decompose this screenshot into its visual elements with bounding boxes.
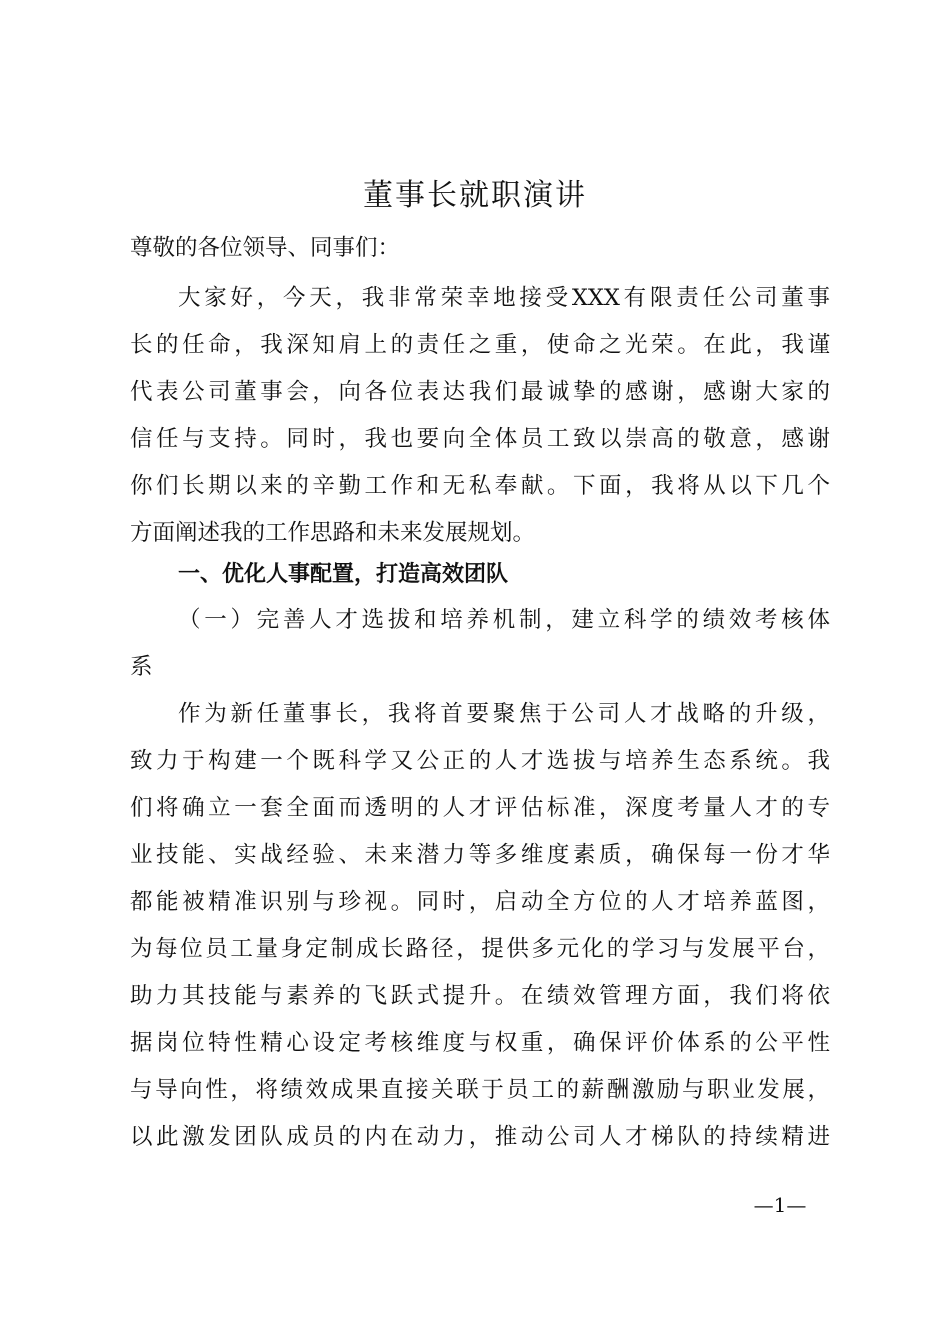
intro-line: 代表公司董事会，向各位表达我们最诚挚的感谢，感谢大家的 [130,379,830,405]
body-line: 们将确立一套全面而透明的人才评估标准，深度考量人才的专 [130,795,830,821]
subsection-heading: （一）完善人才选拔和培养机制，建立科学的绩效考核体 [178,607,830,633]
body-line: 据岗位特性精心设定考核维度与权重，确保评价体系的公平性 [130,1030,830,1056]
body-line: 都能被精准识别与珍视。同时，启动全方位的人才培养蓝图， [130,889,830,915]
section-heading: 一、优化人事配置，打造高效团队 [178,562,509,587]
body-line: 作为新任董事长，我将首要聚焦于公司人才战略的升级， [178,701,830,727]
body-line: 业技能、实战经验、未来潜力等多维度素质，确保每一份才华 [130,842,830,868]
salutation: 尊敬的各位领导、同事们： [130,235,401,261]
body-line: 助力其技能与素养的飞跃式提升。在绩效管理方面，我们将依 [130,983,830,1009]
body-line: 与导向性，将绩效成果直接关联于员工的薪酬激励与职业发展， [130,1077,830,1103]
subsection-heading: 系 [130,654,153,680]
document-title: 董事长就职演讲 [363,178,587,213]
intro-line: 信任与支持。同时，我也要向全体员工致以崇高的敬意，感谢 [130,426,830,452]
page-number: —1— [753,1193,807,1217]
body-line: 以此激发团队成员的内在动力，推动公司人才梯队的持续精进 [130,1124,830,1150]
intro-line: 你们长期以来的辛勤工作和无私奉献。下面，我将从以下几个 [130,473,830,499]
body-line: 为每位员工量身定制成长路径，提供多元化的学习与发展平台， [130,936,830,962]
intro-line: 方面阐述我的工作思路和未来发展规划。 [130,520,536,546]
body-line: 致力于构建一个既科学又公正的人才选拔与培养生态系统。我 [130,748,830,774]
intro-line: 长的任命，我深知肩上的责任之重，使命之光荣。在此，我谨 [130,332,830,358]
intro-line: 大家好，今天，我非常荣幸地接受XXX有限责任公司董事 [178,285,830,311]
